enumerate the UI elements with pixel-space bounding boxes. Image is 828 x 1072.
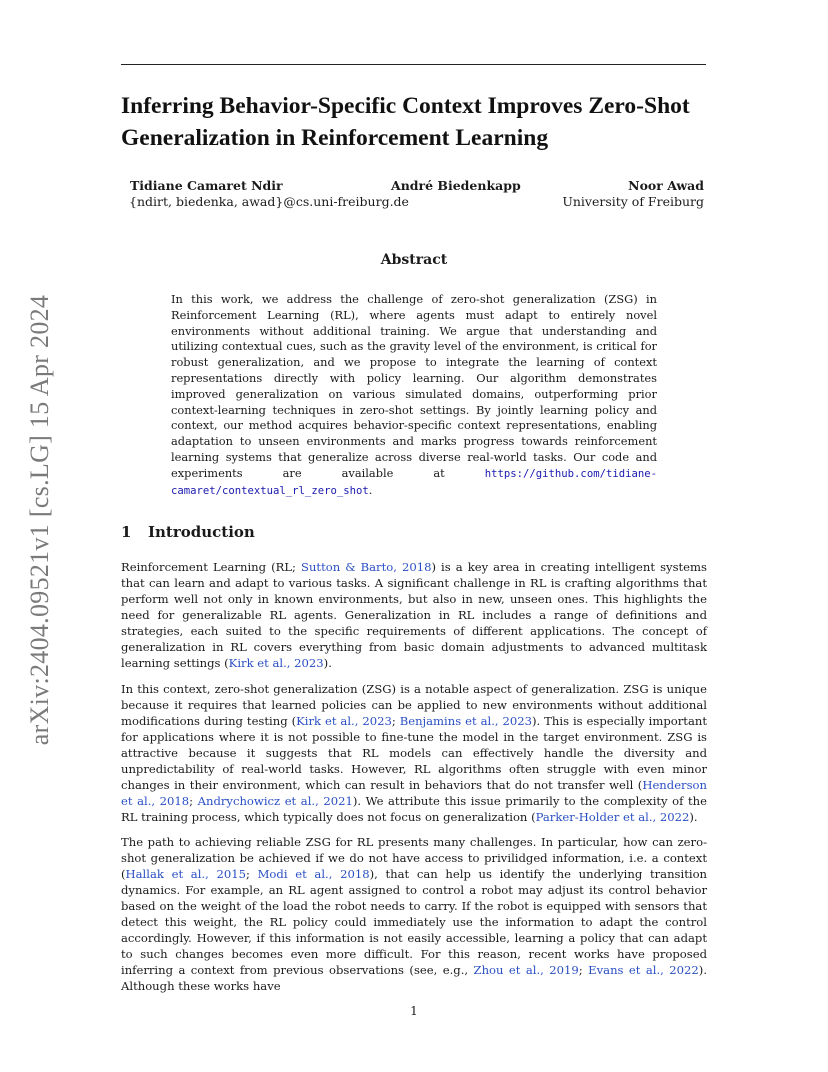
citation-link[interactable]: Evans et al., 2022: [588, 963, 699, 977]
citation-link[interactable]: Parker-Holder et al., 2022: [535, 810, 690, 824]
citation-link[interactable]: Hallak et al., 2015: [125, 867, 246, 881]
paragraph-1: [121, 559, 707, 671]
text: ).: [689, 810, 698, 824]
abstract-heading: Abstract: [380, 252, 448, 268]
text: ;: [189, 794, 198, 808]
section-title: Introduction: [148, 523, 255, 541]
citation-link[interactable]: Kirk et al., 2023: [296, 714, 392, 728]
text: Reinforcement Learning (RL;: [121, 560, 301, 574]
text: ), that can help us identify the underlying transition dynamics. For example, an RL agent assigned to control a robot may adjust its control behavior based on the weight of the load the robot needs to carry. If the robot is equipped with sensors that detect this weight, the RL policy could immediately use the information to adapt the control accordingly. However, if this information is not easily accessible, learning a policy that can adapt to such changes becomes even more difficult. For this reason, recent works have proposed inferring a context from previous observations (see, e.g.,: [121, 867, 708, 977]
text: The path to achieving reliable ZSG for RL presents many challenges. In particular, how can zero-shot generalization be achieved if we do not have access to privilidged information, i.e. a context (: [121, 835, 707, 881]
text: ). This is especially important for applications where it is not possible to fine-tune the model in the target environment. ZSG is attractive because it suggests that RL models can effectively handle the diversity and unpredictability of real-world tasks. However, RL algorithms often struggle with even minor changes in their environment, which can result in behaviors that do not transfer well (: [121, 714, 707, 792]
section-number: 1: [121, 523, 132, 541]
citation-link[interactable]: Zhou et al., 2019: [473, 963, 579, 977]
author-1: [130, 178, 409, 210]
arxiv-identifier: arXiv:2404.09521v1 [cs.LG] 15 Apr 2024: [25, 294, 54, 746]
text: ;: [245, 867, 258, 881]
author-2: [391, 178, 521, 194]
text: ;: [578, 963, 589, 977]
text: In this context, zero-shot generalization (ZSG) is a notable aspect of generalization. ZSG is unique because it requires that learned policies can be applied to new environments without additional modifications during testing (: [121, 682, 707, 728]
author-affiliation: University of Freiburg: [562, 194, 704, 209]
page-number: 1: [410, 1004, 418, 1018]
citation-link[interactable]: Benjamins et al., 2023: [399, 714, 533, 728]
author-name: André Biedenkapp: [391, 178, 521, 193]
abstract-text: [171, 292, 657, 499]
citation-link[interactable]: Sutton & Barto, 2018: [301, 560, 432, 574]
citation-link[interactable]: Modi et al., 2018: [257, 867, 370, 881]
text: ) is a key area in creating intelligent systems that can learn and adapt to various tasks. A significant challenge in RL is crafting algorithms that perform well not only in known environments, but also in new, unseen ones. This highlights the need for generalizable RL agents. Generalization in RL includes a range of definitions and strategies, each suited to the specific requirements of different applications. The concept of generalization in RL covers everything from basic domain adjustments to advanced multitask learning settings (: [121, 560, 707, 670]
paragraph-3: [121, 834, 707, 994]
citation-link[interactable]: Kirk et al., 2023: [228, 656, 324, 670]
section-heading: [121, 523, 255, 541]
author-name: Noor Awad: [628, 178, 704, 193]
top-rule: [121, 64, 706, 65]
abstract-end: .: [368, 482, 373, 497]
citation-link[interactable]: Henderson et al., 2018: [121, 778, 707, 808]
paper-title: Inferring Behavior-Specific Context Improves Zero-Shot Generalization in Reinforcement Learning: [121, 93, 690, 151]
text: ). We attribute this issue primarily to the complexity of the RL training process, which typically does not focus on generalization (: [121, 794, 707, 824]
text: ). Although these works have: [121, 963, 708, 993]
citation-link[interactable]: Andrychowicz et al., 2021: [197, 794, 353, 808]
author-name: Tidiane Camaret Ndir: [130, 178, 283, 193]
author-3: [562, 178, 704, 210]
abstract-body: In this work, we address the challenge of zero-shot generalization (ZSG) in Reinforcement Learning (RL), where agents must adapt to entirely novel environments without additional training. We argue that understanding and utilizing contextual cues, such as the gravity level of the environment, is critical for robust generalization, and we propose to integrate the learning of context representations directly with policy learning. Our algorithm demonstrates improved generalization on various simulated domains, outperforming prior context-learning techniques in zero-shot settings. By jointly learning policy and context, our method acquires behavior-specific context representations, enabling adaptation to unseen environments and marks progress towards reinforcement learning systems that generalize across diverse real-world tasks. Our code and experiments are available at: [171, 292, 657, 480]
paragraph-2: [121, 681, 707, 825]
author-affiliation: {ndirt, biedenka, awad}@cs.uni-freiburg.de: [129, 194, 409, 209]
code-link[interactable]: https://github.com/tidiane-camaret/contextual_rl_zero_shot: [171, 467, 657, 497]
text: ).: [323, 656, 332, 670]
text: ;: [391, 714, 400, 728]
